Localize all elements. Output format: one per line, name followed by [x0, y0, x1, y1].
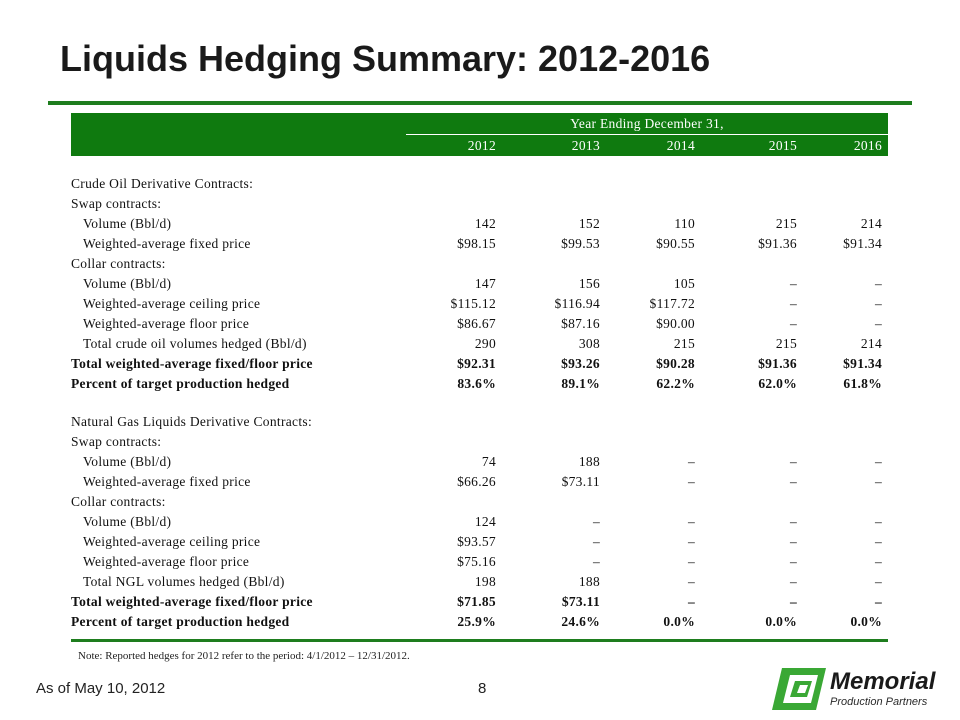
logo-mark-icon — [768, 666, 828, 712]
table-row — [71, 552, 888, 572]
row-value-2013: $116.94 — [554, 296, 600, 311]
crude-rows — [71, 194, 888, 394]
row-value-2014: – — [687, 454, 695, 469]
row-value-2014: 62.2% — [656, 376, 695, 391]
ngl-section-title: Natural Gas Liquids Derivative Contracts: — [71, 414, 312, 429]
logo-name: Memorial — [830, 668, 936, 695]
table-row — [71, 374, 888, 394]
row-value-2015: 215 — [775, 336, 797, 351]
year-ending-header: Year Ending December 31, — [406, 113, 888, 135]
row-value-2012 — [406, 492, 502, 512]
row-value-2012: 124 — [474, 514, 496, 529]
row-value-2015: – — [789, 316, 797, 331]
row-value-2014: – — [687, 534, 695, 549]
row-value-2013 — [502, 254, 606, 274]
table-row — [71, 314, 888, 334]
table-row — [71, 572, 888, 592]
table-row — [71, 532, 888, 552]
section-title-row — [71, 412, 888, 432]
table-row — [71, 274, 888, 294]
row-value-2013 — [502, 432, 606, 452]
row-value-2016: – — [874, 454, 883, 469]
spacer-row — [71, 394, 888, 412]
header-blank-cell — [71, 113, 406, 135]
row-value-2015: 0.0% — [765, 614, 797, 629]
row-value-2016: – — [874, 534, 883, 549]
table-row — [71, 512, 888, 532]
row-value-2013: $93.26 — [561, 356, 600, 371]
row-label: Weighted-average fixed price — [83, 236, 251, 251]
hedging-table — [71, 113, 888, 632]
row-value-2012: 147 — [474, 276, 496, 291]
row-value-2012 — [406, 254, 502, 274]
row-value-2015: – — [789, 534, 797, 549]
row-value-2013: 89.1% — [561, 376, 600, 391]
row-value-2012: 142 — [474, 216, 496, 231]
row-value-2012: $93.57 — [457, 534, 496, 549]
year-header-2016: 2016 — [803, 135, 888, 157]
row-value-2016: 214 — [860, 336, 883, 351]
table-row — [71, 492, 888, 512]
title-divider — [48, 101, 912, 105]
row-label: Weighted-average ceiling price — [83, 534, 261, 549]
row-label: Volume (Bbl/d) — [83, 454, 172, 469]
row-value-2012: $92.31 — [457, 356, 496, 371]
table-row — [71, 194, 888, 214]
row-value-2015: $91.36 — [758, 236, 797, 251]
row-value-2013: 308 — [578, 336, 600, 351]
year-header-2013: 2013 — [502, 135, 606, 157]
row-label: Percent of target production hedged — [71, 614, 290, 629]
row-value-2013: 152 — [578, 216, 600, 231]
table-row — [71, 214, 888, 234]
logo-subtitle: Production Partners — [830, 696, 928, 708]
year-header-2015: 2015 — [701, 135, 803, 157]
row-value-2012 — [406, 194, 502, 214]
row-value-2013: – — [592, 514, 600, 529]
row-value-2013: $73.11 — [561, 474, 600, 489]
table-row — [71, 354, 888, 374]
row-value-2012: 74 — [481, 454, 496, 469]
row-value-2014: 0.0% — [663, 614, 695, 629]
year-header-2014: 2014 — [606, 135, 701, 157]
row-value-2013: $87.16 — [561, 316, 600, 331]
hedging-table-container — [71, 113, 888, 632]
row-value-2013: 188 — [578, 454, 600, 469]
row-value-2012: $115.12 — [450, 296, 496, 311]
table-bottom-divider — [71, 639, 888, 642]
row-value-2016: – — [874, 554, 883, 569]
row-value-2016: – — [874, 514, 883, 529]
spacer-row — [71, 156, 888, 174]
row-value-2015: – — [789, 554, 797, 569]
row-value-2014: – — [687, 574, 695, 589]
page-title: Liquids Hedging Summary: 2012-2016 — [60, 38, 711, 79]
table-row — [71, 592, 888, 612]
row-value-2012: 25.9% — [457, 614, 496, 629]
row-value-2016 — [803, 254, 888, 274]
section-title-row — [71, 174, 888, 194]
row-value-2015: – — [789, 296, 797, 311]
row-value-2014: 110 — [674, 216, 695, 231]
table-row — [71, 612, 888, 632]
row-label: Total weighted-average fixed/floor price — [71, 594, 313, 609]
row-label: Collar contracts: — [71, 494, 166, 509]
row-label: Volume (Bbl/d) — [83, 514, 172, 529]
row-label: Weighted-average floor price — [83, 316, 250, 331]
row-value-2015: – — [789, 594, 797, 609]
table-row — [71, 234, 888, 254]
row-value-2015: – — [789, 474, 797, 489]
row-value-2015 — [701, 432, 803, 452]
row-value-2016: – — [874, 296, 883, 311]
header-blank-cell — [71, 135, 406, 157]
row-value-2016: – — [874, 474, 883, 489]
row-value-2014: – — [687, 474, 695, 489]
row-value-2012: 83.6% — [457, 376, 496, 391]
row-value-2016 — [803, 492, 888, 512]
row-value-2014: $90.55 — [656, 236, 695, 251]
row-label: Total crude oil volumes hedged (Bbl/d) — [83, 336, 307, 351]
row-value-2013: – — [592, 554, 600, 569]
table-row — [71, 452, 888, 472]
row-value-2013: 156 — [578, 276, 600, 291]
row-label: Total NGL volumes hedged (Bbl/d) — [83, 574, 285, 589]
row-value-2014: $117.72 — [649, 296, 695, 311]
row-value-2016: $91.34 — [843, 356, 883, 371]
table-row — [71, 254, 888, 274]
as-of-date: As of May 10, 2012 — [36, 680, 166, 697]
row-value-2016: – — [874, 594, 883, 609]
row-value-2016: 0.0% — [850, 614, 883, 629]
row-value-2015: $91.36 — [758, 356, 797, 371]
row-label: Volume (Bbl/d) — [83, 216, 172, 231]
row-value-2016: $91.34 — [843, 236, 883, 251]
row-value-2016: 61.8% — [843, 376, 883, 391]
row-label: Total weighted-average fixed/floor price — [71, 356, 313, 371]
row-value-2015 — [701, 254, 803, 274]
row-label: Weighted-average ceiling price — [83, 296, 261, 311]
row-label: Weighted-average fixed price — [83, 474, 251, 489]
row-value-2016: 214 — [860, 216, 883, 231]
row-value-2013 — [502, 492, 606, 512]
row-value-2013: 188 — [578, 574, 600, 589]
row-value-2015 — [701, 492, 803, 512]
row-value-2015: 215 — [775, 216, 797, 231]
row-label: Percent of target production hedged — [71, 376, 290, 391]
year-header-2012: 2012 — [406, 135, 502, 157]
row-value-2016 — [803, 194, 888, 214]
row-label: Swap contracts: — [71, 196, 162, 211]
row-value-2014: – — [687, 594, 695, 609]
row-value-2014: 105 — [673, 276, 695, 291]
table-row — [71, 294, 888, 314]
row-value-2014 — [606, 432, 701, 452]
row-value-2016: – — [874, 276, 883, 291]
row-value-2015: – — [789, 276, 797, 291]
row-value-2013: 24.6% — [561, 614, 600, 629]
row-value-2012: $75.16 — [457, 554, 496, 569]
company-logo — [768, 666, 952, 714]
header-row-title — [71, 113, 888, 135]
row-value-2014 — [606, 254, 701, 274]
row-value-2012: $66.26 — [457, 474, 496, 489]
row-value-2015: – — [789, 514, 797, 529]
row-value-2015: – — [789, 454, 797, 469]
row-value-2016: – — [874, 316, 883, 331]
row-value-2012: 198 — [474, 574, 496, 589]
row-value-2012: $71.85 — [457, 594, 496, 609]
table-row — [71, 472, 888, 492]
row-value-2014: – — [687, 514, 695, 529]
row-value-2014 — [606, 492, 701, 512]
row-value-2014: 215 — [673, 336, 695, 351]
footnote: Note: Reported hedges for 2012 refer to the period: 4/1/2012 – 12/31/2012. — [78, 650, 410, 662]
row-value-2015 — [701, 194, 803, 214]
row-label: Swap contracts: — [71, 434, 162, 449]
ngl-rows — [71, 432, 888, 632]
row-label: Collar contracts: — [71, 256, 166, 271]
row-value-2014: $90.28 — [656, 356, 695, 371]
row-value-2013: $73.11 — [561, 594, 600, 609]
row-value-2012 — [406, 432, 502, 452]
row-value-2012: 290 — [474, 336, 496, 351]
row-value-2015: – — [789, 574, 797, 589]
row-value-2014: – — [687, 554, 695, 569]
table-row — [71, 432, 888, 452]
row-value-2012: $86.67 — [457, 316, 496, 331]
row-value-2015: 62.0% — [758, 376, 797, 391]
page-number: 8 — [478, 680, 487, 697]
row-value-2016: – — [874, 574, 883, 589]
table-row — [71, 334, 888, 354]
row-value-2013: – — [592, 534, 600, 549]
row-value-2013: $99.53 — [561, 236, 600, 251]
row-value-2016 — [803, 432, 888, 452]
row-value-2012: $98.15 — [457, 236, 496, 251]
row-label: Volume (Bbl/d) — [83, 276, 172, 291]
crude-section-title: Crude Oil Derivative Contracts: — [71, 176, 254, 191]
header-row-years — [71, 135, 888, 157]
row-value-2013 — [502, 194, 606, 214]
row-value-2014: $90.00 — [656, 316, 695, 331]
row-value-2014 — [606, 194, 701, 214]
row-label: Weighted-average floor price — [83, 554, 250, 569]
